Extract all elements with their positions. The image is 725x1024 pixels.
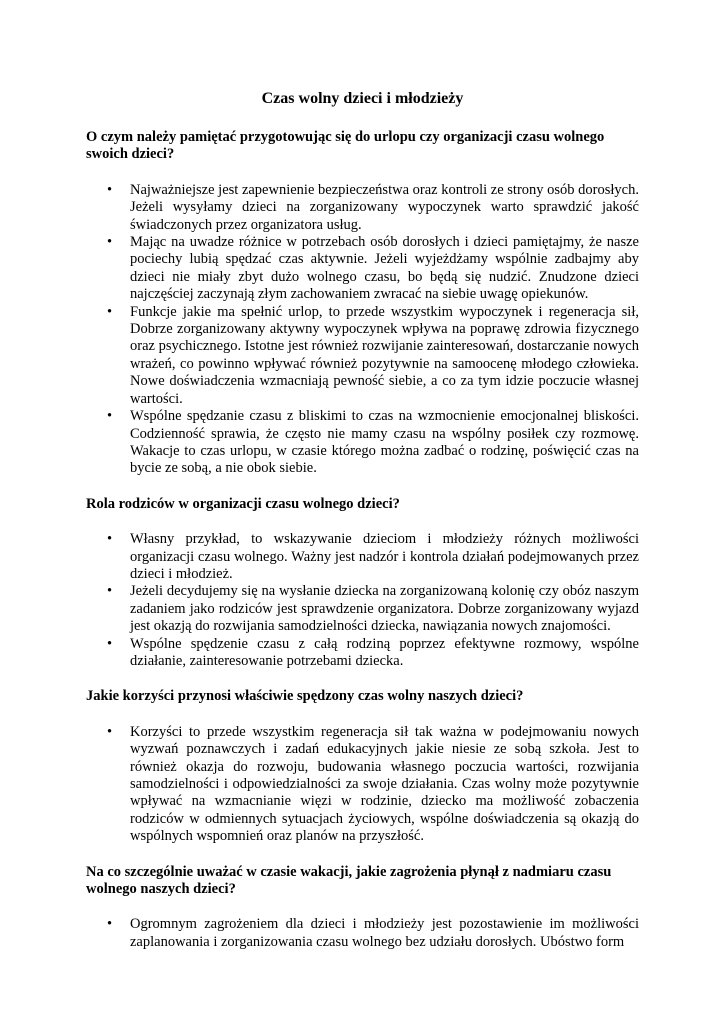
bullet-list [86,724,639,846]
bullet-list [86,916,639,951]
list-item [86,234,639,304]
list-item-text: Jeżeli decydujemy się na wysłanie dziecka na zorganizowaną kolonię czy obóz naszym zadaniem jako rodziców jest sprawdzenie organizatora. Dobrze zorganizowany wyjazd jest okazją do rozwijania samodzielności dziecka, nawiązania nowych znajomości. [130,583,639,635]
bullet-list [86,531,639,670]
list-item-text: Funkcje jakie ma spełnić urlop, to przede wszystkim wypoczynek i regeneracja sił, Dobrze zorganizowany aktywny wypoczynek wpływa na poprawę zdrowia fizycznego oraz psychicznego. Istotne jest również rozwijanie zainteresowań, dostarczanie nowych wrażeń, co powinno wpływać również pozytywnie na samoocenę młodego człowieka. Nowe doświadczenia wzmacniają pewność siebie, a co za tym idzie poczucie własnej wartości. [130,303,639,407]
list-item [86,916,639,951]
bullet-icon: • [107,635,113,652]
section-heading: Na co szczególnie uważać w czasie wakacji, jakie zagrożenia płynął z nadmiaru czasu wolnego naszych dzieci? [86,863,612,898]
list-item-text: Korzyści to przede wszystkim regeneracja sił tak ważna w podejmowaniu nowych wyzwań poznawczych i zadań edukacyjnych jakie niesie ze sobą szkoła. Jest to również okazja do rozwoju, budowania własnego poczucia wartości, rozwijania samodzielności i odpowiedzialności za swoje działania. Czas wolny może pozytywnie wpływać na wzmacnianie więzi w rodzinie, dziecko ma możliwość zobaczenia rodziców w odmiennych sytuacjach życiowych, wspólne doświadczenia są okazją do wspólnych wspomnień oraz planów na przyszłość. [130,723,639,845]
list-item-text: Wspólne spędzenie czasu z całą rodziną poprzez efektywne rozmowy, wspólne działanie, zainteresowanie potrzebami dziecka. [130,635,639,669]
list-item [86,583,639,635]
list-item [86,724,639,846]
list-item [86,304,639,408]
bullet-list [86,182,639,478]
section-heading: Rola rodziców w organizacji czasu wolnego dzieci? [86,495,400,512]
bullet-icon: • [107,723,113,740]
list-item [86,408,639,478]
bullet-icon: • [107,234,113,251]
list-item [86,531,639,583]
bullet-icon: • [107,303,113,320]
bullet-icon: • [107,181,113,198]
bullet-icon: • [107,916,113,933]
section-heading: Jakie korzyści przynosi właściwie spędzony czas wolny naszych dzieci? [86,688,524,705]
list-item-text: Mając na uwadze różnice w potrzebach osób dorosłych i dzieci pamiętajmy, że nasze pociechy lubią spędzać czas aktywnie. Jeżeli wyjeżdżamy wspólnie zadbajmy aby dzieci nie miały zbyt dużo wolnego czasu, bo będą się nudzić. Znudzone dzieci najczęściej zaczynają złym zachowaniem zwracać na siebie uwagę opiekunów. [130,234,639,303]
document-page [86,89,639,951]
bullet-icon: • [107,531,113,548]
list-item [86,636,639,671]
list-item-text: Ogromnym zagrożeniem dla dzieci i młodzieży jest pozostawienie im możliwości zaplanowania i zorganizowania czasu wolnego bez udziału dorosłych. Ubóstwo form [130,916,639,950]
list-item-text: Własny przykład, to wskazywanie dzieciom i młodzieży różnych możliwości organizacji czasu wolnego. Ważny jest nadzór i kontrola działań podejmowanych przez dzieci i młodzież. [130,531,639,582]
section-heading: O czym należy pamiętać przygotowując się do urlopu czy organizacji czasu wolnego swoich dzieci? [86,129,605,163]
document-title: Czas wolny dzieci i młodzieży [261,90,464,107]
bullet-icon: • [107,583,113,600]
list-item [86,182,639,234]
bullet-icon: • [107,408,113,425]
list-item-text: Najważniejsze jest zapewnienie bezpieczeństwa oraz kontroli ze strony osób dorosłych. Jeżeli wysyłamy dzieci na zorganizowany wypoczynek warto sprawdzić jakość świadczonych przez organizatora usług. [130,181,639,233]
list-item-text: Wspólne spędzanie czasu z bliskimi to czas na wzmocnienie emocjonalnej bliskości. Codzienność sprawia, że często nie mamy czasu na wspólny posiłek czy rozmowę. Wakacje to czas urlopu, w czasie którego można zadbać o rodzinę, poświęcić czas na bycie ze sobą, a nie obok siebie. [130,408,639,477]
